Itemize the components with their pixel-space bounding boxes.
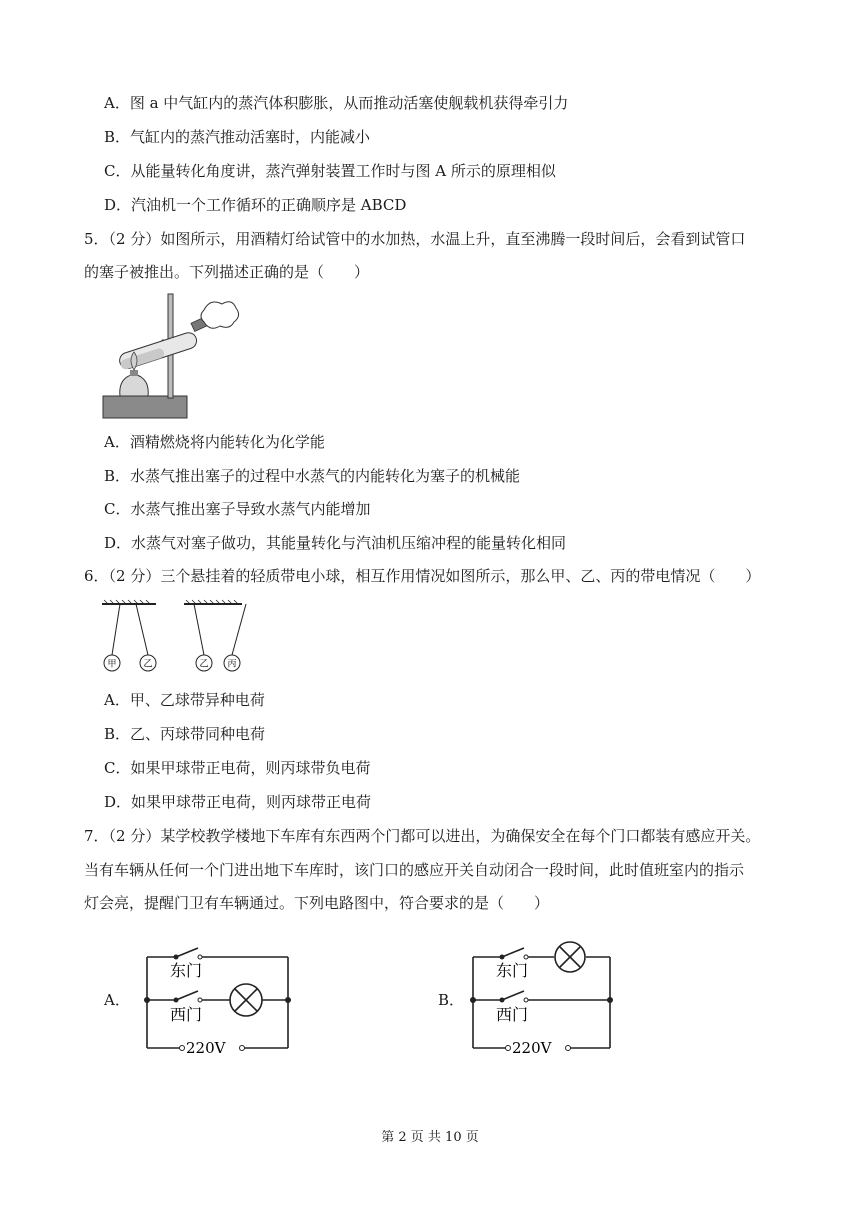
circuit-a-diagram	[140, 940, 300, 1060]
ball-label-jia: 甲	[107, 659, 117, 670]
q5-option-b: B．水蒸气推出塞子的过程中水蒸气的内能转化为塞子的机械能	[104, 467, 521, 485]
q6-option-a: A．甲、乙球带异种电荷	[104, 691, 265, 709]
q7-stem-line1: 7．（2 分）某学校教学楼地下车库有东西两个门都可以进出，为确保安全在每个门口都装有感应开关。	[84, 827, 761, 845]
circuit-b-voltage: 220V	[512, 1039, 552, 1057]
q6-stem: 6．（2 分）三个悬挂着的轻质带电小球，相互作用情况如图所示，那么甲、乙、丙的带电情况（ ）	[84, 567, 761, 585]
q4-option-c: C．从能量转化角度讲，蒸汽弹射装置工作时与图 A 所示的原理相似	[104, 162, 556, 180]
q5-stem-line2: 的塞子被推出。下列描述正确的是（ ）	[84, 263, 370, 281]
circuit-b-east-gate: 东门	[496, 961, 529, 980]
q6-option-c: C．如果甲球带正电荷，则丙球带负电荷	[104, 759, 371, 777]
q5-option-d: D．水蒸气对塞子做功，其能量转化与汽油机压缩冲程的能量转化相同	[104, 534, 567, 552]
page-footer: 第 2 页 共 10 页	[381, 1130, 479, 1145]
circuit-b-diagram	[466, 940, 626, 1060]
q6-option-d: D．如果甲球带正电荷，则丙球带正电荷	[104, 793, 372, 811]
ball-label-yi: 乙	[143, 659, 153, 670]
ball-label-yi-2: 乙	[199, 659, 209, 670]
circuit-b-west-gate: 西门	[496, 1005, 529, 1024]
q6-option-b: B．乙、丙球带同种电荷	[104, 725, 266, 743]
q7-stem-line2: 当有车辆从任何一个门进出地下车库时，该门口的感应开关自动闭合一段时间，此时值班室内的指示	[84, 861, 745, 879]
circuit-a-west-gate: 西门	[170, 1005, 203, 1024]
q5-option-c: C．水蒸气推出塞子导致水蒸气内能增加	[104, 500, 371, 518]
circuit-a-east-gate: 东门	[170, 961, 203, 980]
q4-option-a: A．图 a 中气缸内的蒸汽体积膨胀，从而推动活塞使舰载机获得牵引力	[104, 94, 569, 112]
ball-label-bing: 丙	[227, 659, 237, 670]
q5-option-a: A．酒精燃烧将内能转化为化学能	[104, 433, 325, 451]
charged-balls-figure	[96, 598, 256, 676]
q5-stem-line1: 5．（2 分）如图所示，用酒精灯给试管中的水加热，水温上升，直至沸腾一段时间后，会看到试管口	[84, 230, 746, 248]
q4-option-d: D．汽油机一个工作循环的正确顺序是 ABCD	[104, 196, 407, 214]
circuit-a-voltage: 220V	[186, 1039, 226, 1057]
test-tube-heating-figure	[100, 290, 240, 420]
q4-option-b: B．气缸内的蒸汽推动活塞时，内能减小	[104, 128, 371, 146]
q7-stem-line3: 灯会亮，提醒门卫有车辆通过。下列电路图中，符合要求的是（ ）	[84, 894, 550, 912]
circuit-b-label: B．	[438, 991, 465, 1009]
circuit-a-label: A．	[104, 991, 130, 1009]
